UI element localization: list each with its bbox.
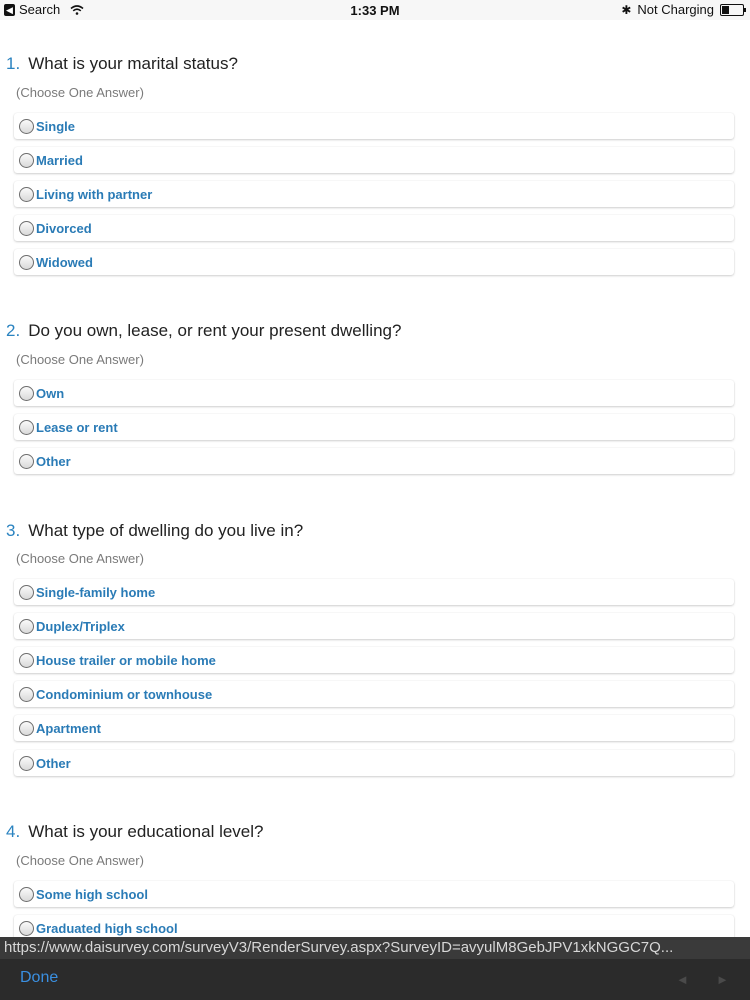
- battery-level: [722, 6, 729, 14]
- question-text: What is your marital status?: [28, 54, 238, 73]
- previous-arrow-icon[interactable]: ◄: [676, 972, 689, 987]
- option-label: Other: [36, 453, 71, 469]
- option-label: House trailer or mobile home: [36, 652, 216, 668]
- radio-button-icon[interactable]: [19, 153, 34, 168]
- radio-button-icon[interactable]: [19, 221, 34, 236]
- bluetooth-icon: ✱: [621, 2, 632, 17]
- option-house-trailer[interactable]: [14, 647, 734, 673]
- battery-icon: [720, 4, 744, 16]
- option-label: Duplex/Triplex: [36, 618, 125, 634]
- option-label: Graduated high school: [36, 920, 178, 936]
- next-arrow-icon[interactable]: ►: [716, 972, 729, 987]
- option-label: Married: [36, 152, 83, 168]
- option-condominium[interactable]: [14, 681, 734, 707]
- radio-button-icon[interactable]: [19, 454, 34, 469]
- option-married[interactable]: [14, 147, 734, 173]
- option-apartment[interactable]: [14, 715, 734, 741]
- option-label: Some high school: [36, 886, 148, 902]
- option-divorced[interactable]: [14, 215, 734, 241]
- status-time: 1:33 PM: [350, 3, 400, 18]
- back-label: Search: [19, 2, 61, 17]
- question-4-hint: (Choose One Answer): [16, 853, 144, 868]
- option-living-with-partner[interactable]: [14, 181, 734, 207]
- question-3-hint: (Choose One Answer): [16, 551, 144, 566]
- radio-button-icon[interactable]: [19, 721, 34, 736]
- radio-button-icon[interactable]: [19, 187, 34, 202]
- option-duplex-triplex[interactable]: [14, 613, 734, 639]
- question-number: 4.: [6, 822, 21, 841]
- question-number: 2.: [6, 321, 21, 340]
- option-label: Lease or rent: [36, 419, 118, 435]
- option-label: Widowed: [36, 254, 93, 270]
- option-label: Other: [36, 755, 71, 771]
- question-1-hint: (Choose One Answer): [16, 85, 144, 100]
- radio-button-icon[interactable]: [19, 420, 34, 435]
- done-button[interactable]: Done: [20, 969, 59, 986]
- status-bar: [0, 0, 750, 20]
- option-own[interactable]: [14, 380, 734, 406]
- radio-button-icon[interactable]: [19, 887, 34, 902]
- option-some-high-school[interactable]: [14, 881, 734, 907]
- question-2-title: [6, 321, 401, 341]
- option-single-family-home[interactable]: [14, 579, 734, 605]
- radio-button-icon[interactable]: [19, 119, 34, 134]
- option-label: Condominium or townhouse: [36, 686, 213, 702]
- question-3-title: [6, 521, 303, 541]
- radio-button-icon[interactable]: [19, 386, 34, 401]
- question-text: Do you own, lease, or rent your present dwelling?: [28, 321, 402, 340]
- question-4-title: [6, 822, 263, 842]
- option-other-dwelling-tenure[interactable]: [14, 448, 734, 474]
- question-1-title: [6, 54, 238, 74]
- question-number: 3.: [6, 521, 21, 540]
- question-text: What is your educational level?: [28, 822, 264, 841]
- question-number: 1.: [6, 54, 21, 73]
- option-label: Apartment: [36, 720, 102, 736]
- option-widowed[interactable]: [14, 249, 734, 275]
- radio-button-icon[interactable]: [19, 585, 34, 600]
- radio-button-icon[interactable]: [19, 687, 34, 702]
- radio-button-icon[interactable]: [19, 255, 34, 270]
- option-lease-or-rent[interactable]: [14, 414, 734, 440]
- question-text: What type of dwelling do you live in?: [28, 521, 304, 540]
- radio-button-icon[interactable]: [19, 921, 34, 936]
- back-arrow-icon: ◀: [4, 4, 15, 16]
- radio-button-icon[interactable]: [19, 653, 34, 668]
- option-label: Divorced: [36, 220, 92, 236]
- question-2-hint: (Choose One Answer): [16, 352, 144, 367]
- option-label: Living with partner: [36, 186, 153, 202]
- option-other-dwelling-type[interactable]: [14, 750, 734, 776]
- radio-button-icon[interactable]: [19, 756, 34, 771]
- radio-button-icon[interactable]: [19, 619, 34, 634]
- option-label: Single-family home: [36, 584, 156, 600]
- option-label: Single: [36, 118, 76, 134]
- option-single[interactable]: [14, 113, 734, 139]
- option-label: Own: [36, 385, 65, 401]
- charging-status: Not Charging: [637, 2, 714, 17]
- bottom-toolbar: [0, 959, 750, 1000]
- url-bar: https://www.daisurvey.com/surveyV3/RenderSurvey.aspx?SurveyID=avyulM8GebJPV1xkNGGC7Q...: [0, 937, 750, 959]
